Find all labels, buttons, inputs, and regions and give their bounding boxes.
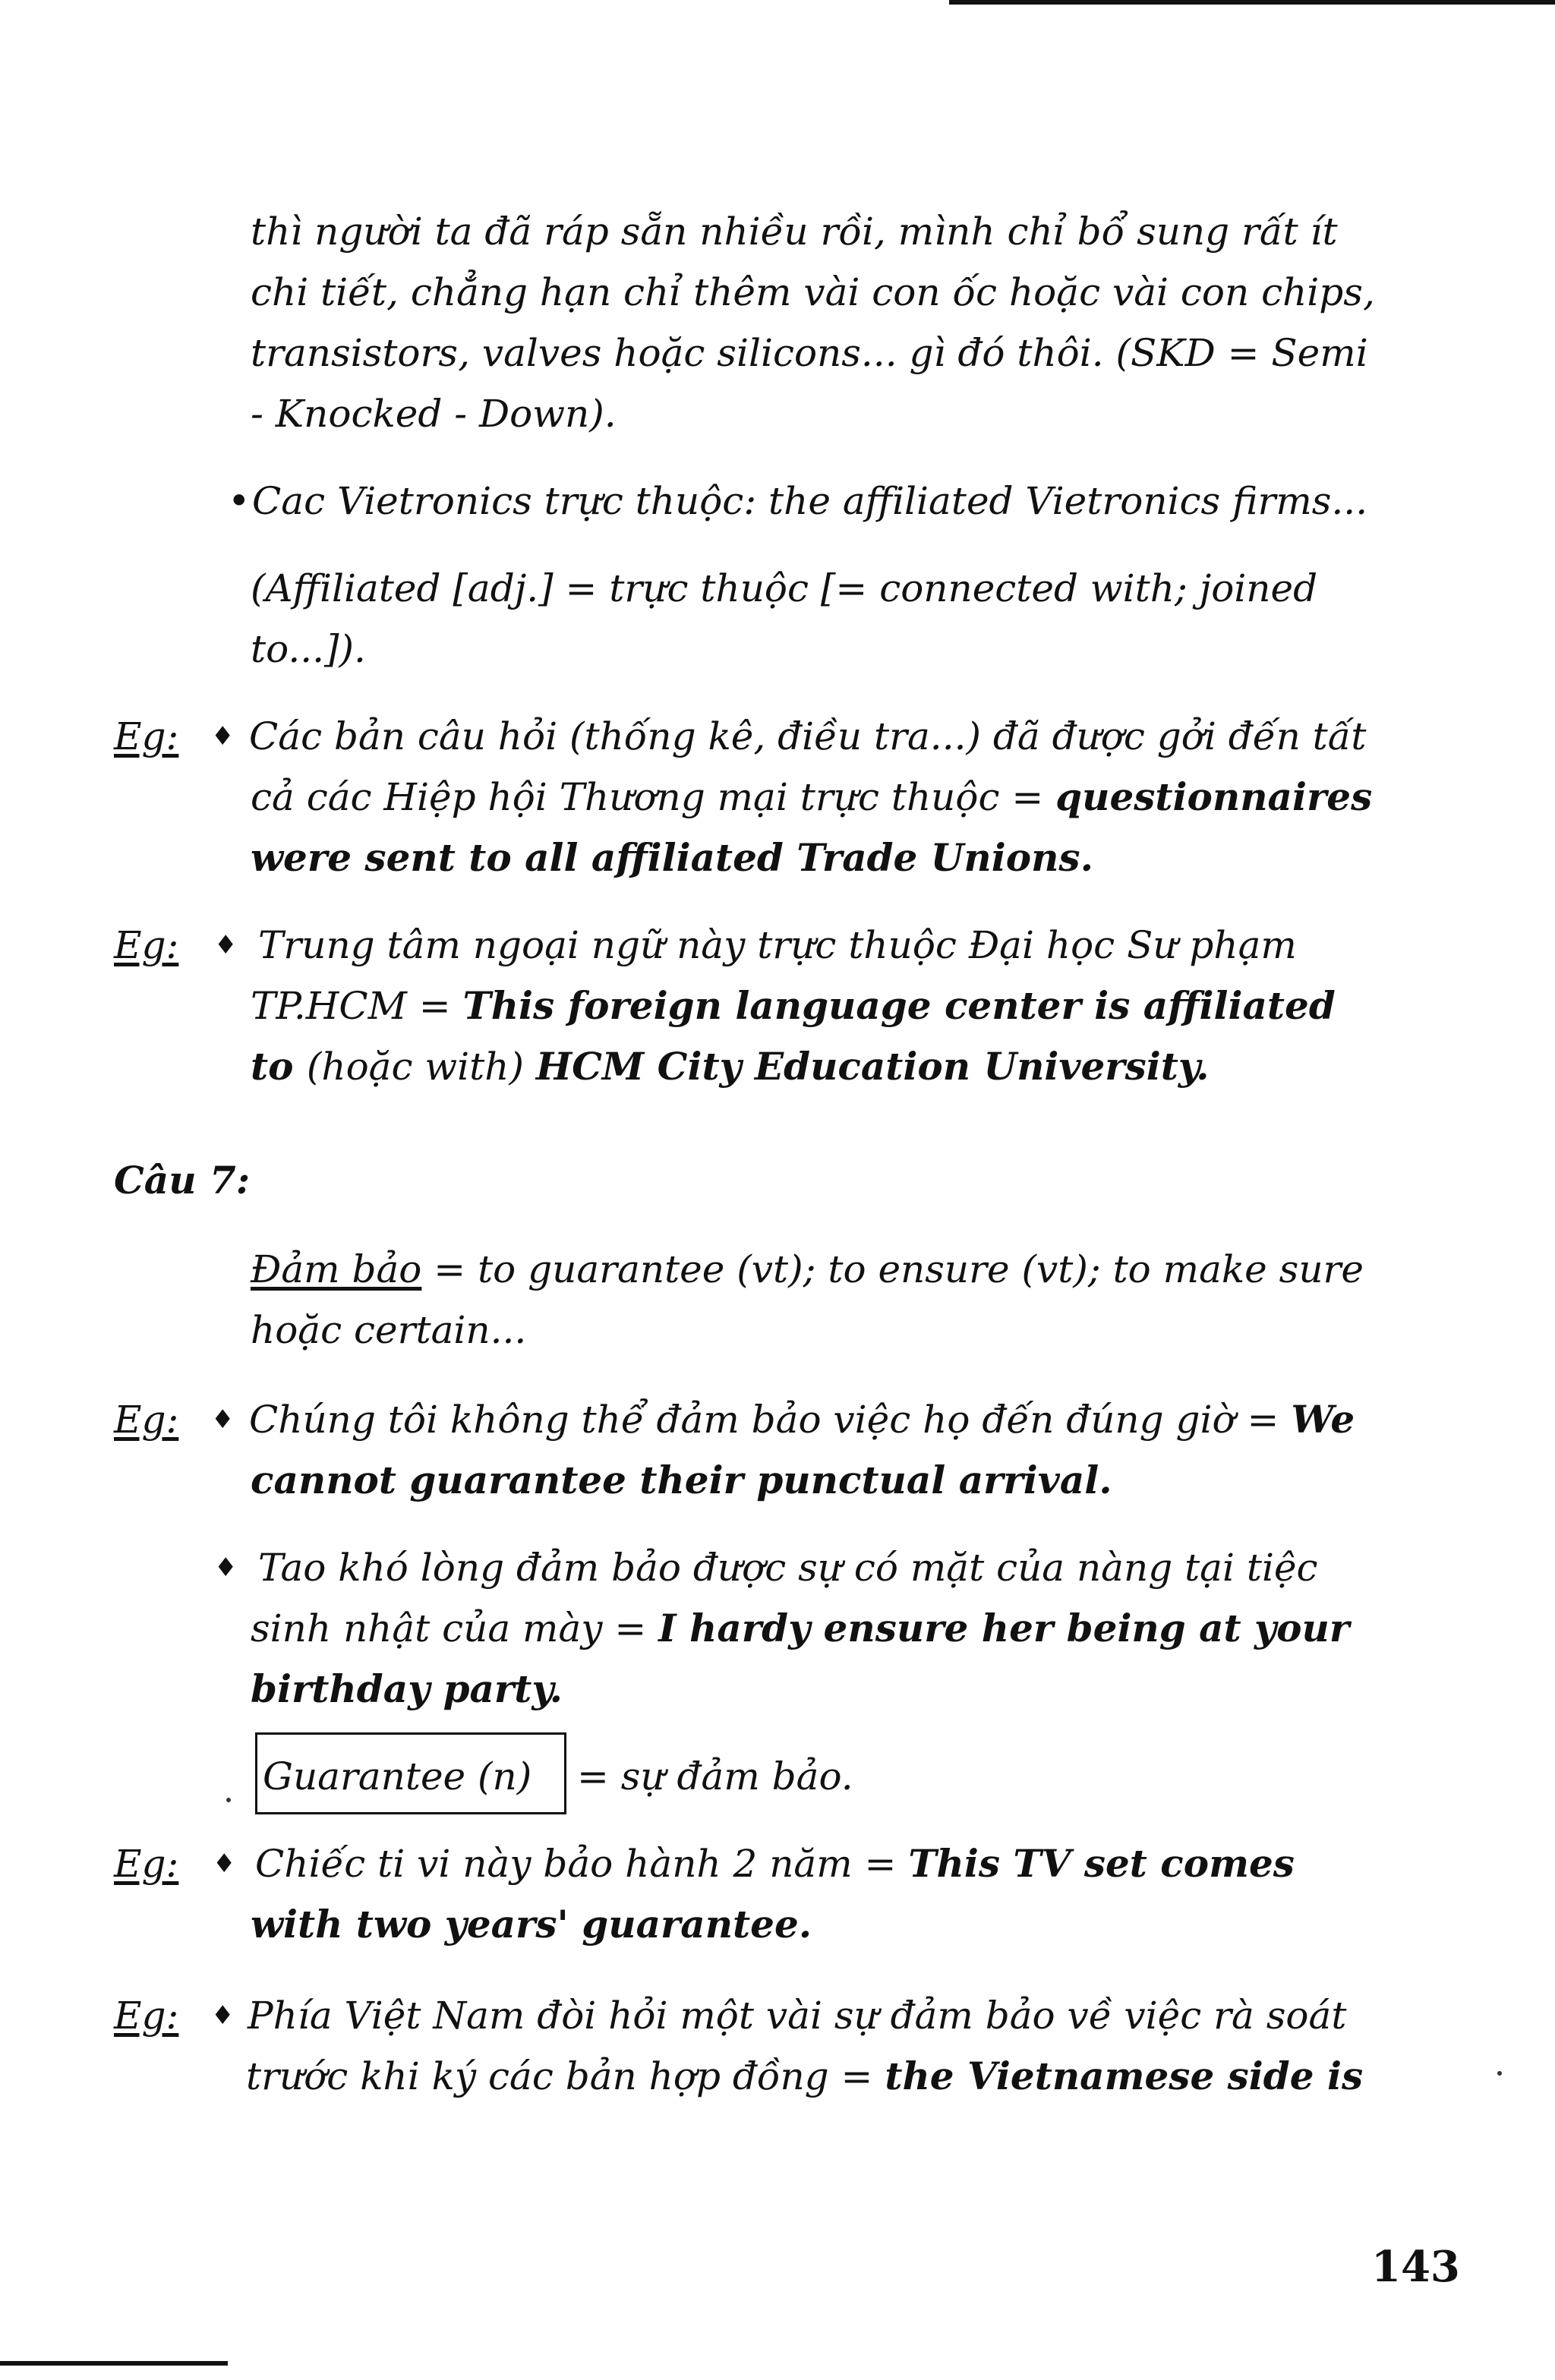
vietnamese-text: TP.HCM = <box>251 984 463 1028</box>
text-line <box>251 1606 1349 1651</box>
english-translation: were sent to all affiliated Trade Unions. <box>251 835 1093 880</box>
text-line: - Knocked - Down). <box>251 392 617 436</box>
text-line <box>251 774 1372 820</box>
text-line: (Affiliated [adj.] = trực thuộc [= connected with; joined <box>251 566 1318 610</box>
vietnamese-text: trước khi ký các bản hợp đồng = <box>246 2054 885 2098</box>
text-line: to...]). <box>251 627 366 671</box>
diamond-bullet: ♦ <box>211 721 235 752</box>
vietnamese-text: Chúng tôi không thể đảm bảo việc họ đến đúng giờ = <box>249 1398 1292 1442</box>
diamond-bullet: ♦ <box>211 1404 235 1435</box>
vietnamese-text: cả các Hiệp hội Thương mại trực thuộc = <box>251 775 1056 819</box>
vietnamese-text: sinh nhật của mày = <box>251 1606 659 1650</box>
text-line <box>251 983 1336 1029</box>
english-translation: with two years' guarantee. <box>251 1902 812 1947</box>
text-line <box>246 2054 1363 2099</box>
example-label: Eg: <box>114 1994 179 2038</box>
text-line: thì người ta đã ráp sẵn nhiều rồi, mình chỉ bổ sung rất ít <box>251 210 1338 254</box>
english-translation: I hardy ensure her being at your <box>658 1606 1350 1650</box>
example-label: Eg: <box>114 1842 179 1886</box>
english-translation: birthday party. <box>251 1666 563 1711</box>
text-line: Phía Việt Nam đòi hỏi một vài sự đảm bảo về việc rà soát <box>248 1994 1347 2038</box>
english-translation: the Vietnamese side is <box>885 2054 1364 2098</box>
diamond-bullet: ♦ <box>213 1849 236 1879</box>
definition: = sự đảm bảo. <box>577 1754 853 1798</box>
diamond-bullet: ♦ <box>211 2000 235 2031</box>
text-line: hoặc certain... <box>251 1308 527 1352</box>
english-translation: HCM City Education University. <box>535 1044 1210 1089</box>
english-translation: questionnaires <box>1055 774 1373 819</box>
example-label: Eg: <box>114 1398 179 1442</box>
diamond-bullet: ♦ <box>214 1553 238 1583</box>
term: Đảm bảo <box>251 1247 422 1291</box>
english-translation: This TV set comes <box>908 1841 1295 1886</box>
text-line <box>249 1397 1355 1442</box>
text-line: Cac Vietronics trực thuộc: the affiliated Vietronics firms... <box>252 479 1368 523</box>
english-translation: cannot guarantee their punctual arrival. <box>251 1458 1112 1502</box>
top-rule <box>949 0 1555 5</box>
english-translation: We <box>1291 1397 1355 1442</box>
text-line <box>251 1044 1210 1089</box>
section-heading: Câu 7: <box>114 1158 251 1203</box>
example-label: Eg: <box>114 714 179 758</box>
text-line: transistors, valves hoặc silicons... gì đó thôi. (SKD = Semi <box>251 331 1368 375</box>
definition: = to guarantee (vt); to ensure (vt); to make sure <box>421 1247 1364 1291</box>
stray-dot <box>1497 2071 1502 2076</box>
text-line: Tao khó lòng đảm bảo được sự có mặt của nàng tại tiệc <box>258 1546 1318 1590</box>
text-line: Trung tâm ngoại ngữ này trực thuộc Đại học Sư phạm <box>258 923 1297 967</box>
text-line <box>255 1841 1295 1887</box>
english-translation: to <box>251 1044 307 1089</box>
stray-dot <box>226 1798 231 1802</box>
boxed-term: Guarantee (n) <box>263 1754 532 1798</box>
text-line <box>251 1247 1364 1292</box>
text-line: chi tiết, chẳng hạn chỉ thêm vài con ốc hoặc vài con chips, <box>251 270 1375 314</box>
example-label: Eg: <box>114 923 179 967</box>
text-line: Các bản câu hỏi (thống kê, điều tra...) đã được gởi đến tất <box>249 714 1367 758</box>
bullet-dot: • <box>228 479 251 523</box>
diamond-bullet: ♦ <box>214 930 238 960</box>
vietnamese-text: Chiếc ti vi này bảo hành 2 năm = <box>255 1842 909 1886</box>
bottom-rule <box>0 2361 228 2366</box>
page-number: 143 <box>1371 2242 1460 2292</box>
vietnamese-text: (hoặc with) <box>306 1045 536 1089</box>
english-translation: This foreign language center is affiliated <box>462 983 1336 1028</box>
